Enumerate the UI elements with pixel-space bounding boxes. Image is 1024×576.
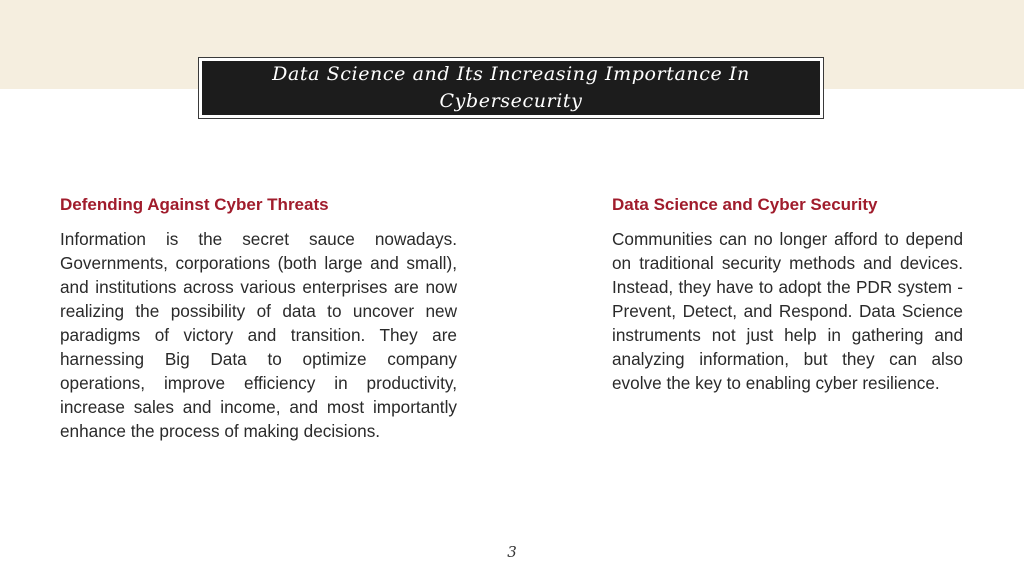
left-column [60, 194, 457, 443]
right-column [612, 194, 963, 395]
left-column-body: Information is the secret sauce nowadays. Governments, corporations (both large and small), and institutions across various enterprises are now realizing the possibility of data to uncover new paradigms of victory and transition. They are harnessing Big Data to optimize company operations, improve efficiency in productivity, increase sales and income, and most importantly enhance the process of making decisions. [60, 229, 457, 441]
page-number: 3 [507, 543, 517, 561]
right-column-heading: Data Science and Cyber Security [612, 195, 878, 214]
right-column-body: Communities can no longer afford to depend on traditional security methods and devices. Instead, they have to adopt the PDR system - Prevent, Detect, and Respond. Data Science instruments not just help in gathering and analyzing information, but they can also evolve the key to enabling cyber resilience. [612, 229, 963, 393]
left-column-heading: Defending Against Cyber Threats [60, 195, 329, 214]
slide-title: Data Science and Its Increasing Importance In Cybersecurity [272, 63, 750, 112]
title-frame [198, 57, 824, 119]
title-box [202, 61, 820, 115]
